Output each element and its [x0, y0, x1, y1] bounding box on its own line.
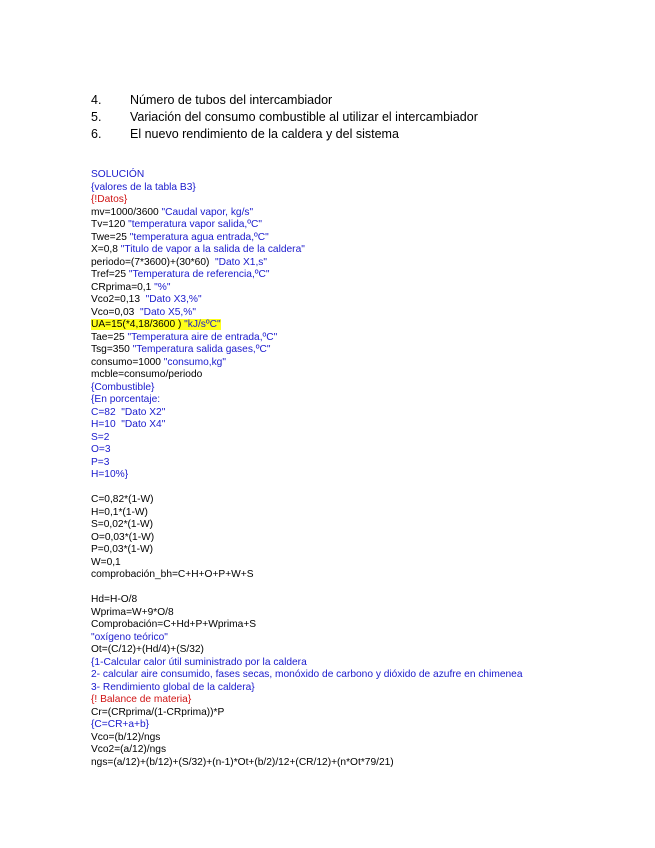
code-segment: C=82 "Dato X2": [91, 406, 166, 418]
code-segment: "Dato X3,%": [145, 294, 202, 305]
code-line: [91, 169, 523, 182]
blank-line: [91, 482, 523, 495]
list-item-number: 5.: [91, 110, 102, 124]
code-line: [91, 332, 523, 345]
code-segment: Vco2=0,13: [91, 294, 146, 305]
code-line: [91, 719, 523, 732]
code-segment: "temperatura agua entrada,ºC": [129, 231, 269, 243]
code-line: [91, 732, 523, 745]
code-line: [91, 594, 523, 607]
list-item-number: 4.: [91, 93, 102, 107]
code-line: [91, 444, 523, 457]
code-segment: O=3: [91, 444, 111, 455]
list-item-text: Variación del consumo combustible al utilizar el intercambiador: [130, 110, 478, 124]
code-segment: 3- Rendimiento global de la caldera}: [91, 681, 255, 693]
code-segment: 2- calcular aire consumido, fases secas, monóxido de carbono y dióxido de azufre en chimenea: [91, 669, 523, 680]
code-line: [91, 757, 523, 770]
code-line: [91, 682, 523, 695]
code-segment: Vco=0,03: [91, 306, 140, 318]
code-segment: {En porcentaje:: [91, 394, 161, 405]
code-segment: SOLUCIÓN: [91, 169, 145, 180]
code-line: [91, 319, 523, 332]
code-line: [91, 569, 523, 582]
code-segment: {Combustible}: [91, 381, 155, 393]
code-segment: periodo=(7*3600)+(30*60): [91, 256, 216, 268]
code-line: [91, 607, 523, 620]
code-segment: {C=CR+a+b}: [91, 719, 150, 730]
code-segment: {1-Calcular calor útil suministrado por la caldera: [91, 656, 307, 668]
code-segment: Tsg=350: [91, 344, 133, 355]
code-line: [91, 707, 523, 720]
code-segment: "kJ/sºC": [184, 319, 221, 330]
code-segment: Tref=25: [91, 269, 129, 280]
list-item-number: 6.: [91, 127, 102, 141]
code-segment: mv=1000/3600: [91, 206, 162, 218]
code-segment: Vco2=(a/12)/ngs: [91, 744, 167, 755]
code-segment: "Caudal vapor, kg/s": [161, 206, 254, 218]
code-line: [91, 669, 523, 682]
code-line: [91, 294, 523, 307]
code-segment: "consumo,kg": [163, 356, 226, 368]
code-line: [91, 394, 523, 407]
code-line: [91, 532, 523, 545]
code-line: [91, 182, 523, 195]
code-segment: Comprobación=C+Hd+P+Wprima+S: [91, 619, 257, 630]
code-line: [91, 632, 523, 645]
code-line: [91, 194, 523, 207]
code-line: [91, 744, 523, 757]
blank-line: [91, 582, 523, 595]
numbered-list: [91, 92, 478, 143]
code-segment: comprobación_bh=C+H+O+P+W+S: [91, 569, 254, 580]
code-segment: Cr=(CRprima/(1-CRprima))*P: [91, 706, 225, 718]
code-line: [91, 469, 523, 482]
code-line: [91, 257, 523, 270]
code-segment: C=0,82*(1-W): [91, 494, 154, 505]
code-segment: "temperatura vapor salida,ºC": [128, 219, 262, 230]
code-line: [91, 382, 523, 395]
code-segment: {valores de la tabla B3}: [91, 181, 196, 193]
code-segment: "Temperatura aire de entrada,ºC": [127, 331, 278, 343]
code-segment: Twe=25: [91, 231, 130, 243]
code-line: [91, 657, 523, 670]
code-segment: P=0,03*(1-W): [91, 544, 153, 555]
code-segment: mcble=consumo/periodo: [91, 369, 203, 380]
code-segment: "Temperatura de referencia,ºC": [128, 269, 270, 280]
code-segment: CRprima=0,1: [91, 281, 155, 293]
code-listing: [91, 169, 523, 769]
code-segment: "Dato X5,%": [140, 306, 196, 318]
code-line: [91, 244, 523, 257]
code-segment: ngs=(a/12)+(b/12)+(S/32)+(n-1)*Ot+(b/2)/12+(CR/12)+(n*Ot*79/21): [91, 756, 394, 768]
code-segment: P=3: [91, 456, 110, 468]
code-line: [91, 269, 523, 282]
code-segment: S=0,02*(1-W): [91, 519, 153, 530]
code-line: [91, 232, 523, 245]
code-segment: O=0,03*(1-W): [91, 531, 155, 543]
code-line: [91, 507, 523, 520]
code-segment: "oxígeno teórico": [91, 631, 168, 643]
code-segment: "%": [154, 281, 171, 293]
code-line: [91, 494, 523, 507]
code-segment: "Titulo de vapor a la salida de la caldera": [120, 244, 305, 255]
list-item-text: El nuevo rendimiento de la caldera y del sistema: [130, 127, 399, 141]
list-item-text: Número de tubos del intercambiador: [130, 93, 333, 107]
code-line: [91, 344, 523, 357]
code-line: [91, 207, 523, 220]
code-segment: "Dato X1,s": [215, 256, 268, 268]
code-segment: Tae=25: [91, 331, 128, 343]
code-segment: Ot=(C/12)+(Hd/4)+(S/32): [91, 644, 204, 655]
code-segment: UA=15(*4,18/3600 ): [91, 319, 185, 330]
list-item: [91, 126, 478, 143]
code-segment: {! Balance de materia}: [91, 694, 192, 705]
code-segment: H=10 "Dato X4": [91, 419, 166, 430]
code-line: [91, 557, 523, 570]
code-segment: Vco=(b/12)/ngs: [91, 731, 161, 743]
code-line: [91, 369, 523, 382]
code-line: [91, 219, 523, 232]
code-segment: S=2: [91, 431, 110, 443]
code-line: [91, 307, 523, 320]
code-segment: W=0,1: [91, 556, 121, 568]
code-line: [91, 544, 523, 557]
code-line: [91, 357, 523, 370]
code-segment: Tv=120: [91, 219, 129, 230]
code-segment: "Temperatura salida gases,ºC": [132, 344, 271, 355]
code-line: [91, 419, 523, 432]
code-line: [91, 644, 523, 657]
list-item: [91, 109, 478, 126]
list-item: [91, 92, 478, 109]
code-line: [91, 432, 523, 445]
code-segment: H=10%}: [91, 469, 129, 480]
code-line: [91, 407, 523, 420]
code-line: [91, 457, 523, 470]
code-line: [91, 694, 523, 707]
code-segment: Wprima=W+9*O/8: [91, 606, 174, 618]
code-segment: H=0,1*(1-W): [91, 506, 148, 518]
code-segment: {!Datos}: [91, 194, 128, 205]
code-segment: Hd=H-O/8: [91, 594, 138, 605]
code-line: [91, 619, 523, 632]
code-segment: consumo=1000: [91, 356, 164, 368]
code-line: [91, 282, 523, 295]
code-segment: X=0,8: [91, 244, 121, 255]
code-line: [91, 519, 523, 532]
